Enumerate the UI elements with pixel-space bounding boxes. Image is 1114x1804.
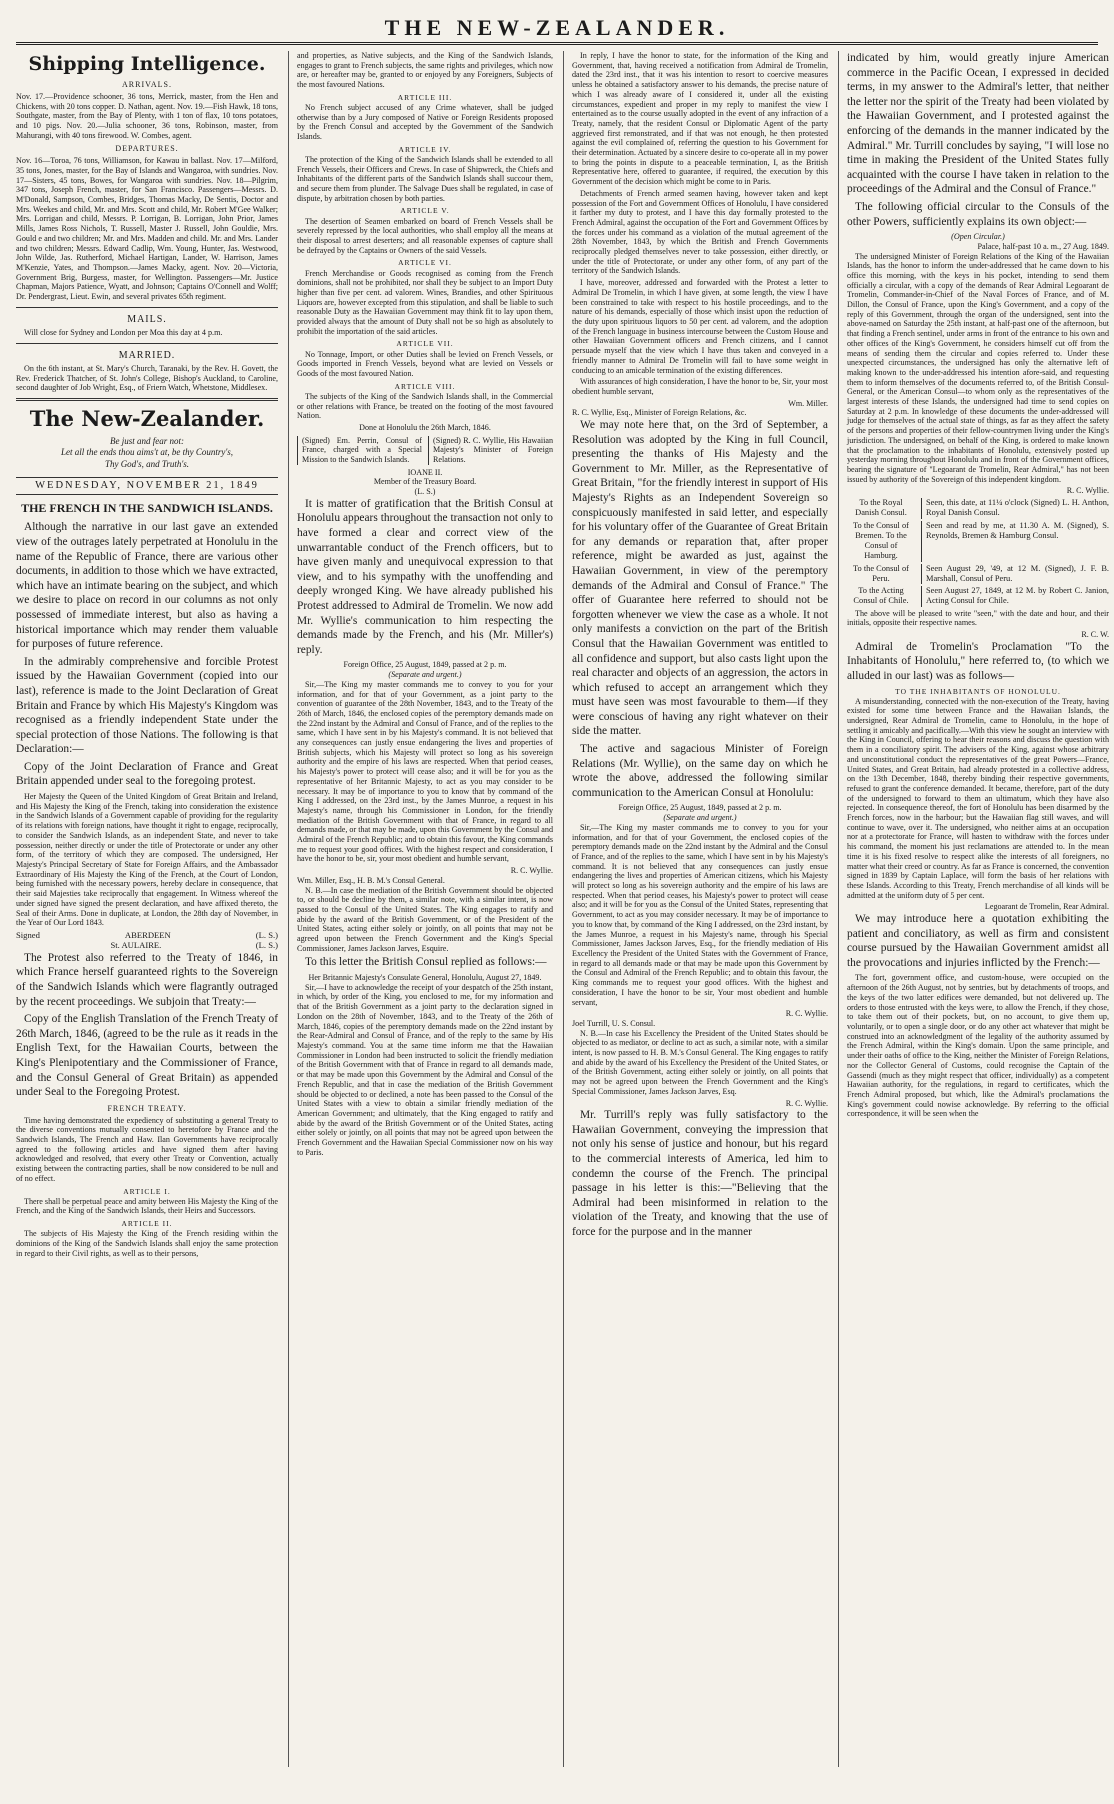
consul-list (847, 498, 1109, 607)
proclamation-signature: Legoarant de Tromelin, Rear Admiral. (984, 902, 1109, 912)
newspaper-page (16, 14, 1109, 1774)
treaty-text: Time having demonstrated the expediency of substituting a general Treaty to the diverse conventions mutually consented to heretofore by France and the Sandwich Islands, The French and Haw. Ilan Governments have reciprocally agreed to the following articles and have signed them after having acknowledged and resolved, that every other Treaty or Convention, actually existing between the contracting parties, shall be now considered to be null and of no effect. (16, 1115, 278, 1183)
article-heading: ARTICLE III. (397, 92, 453, 102)
mails-heading: MAILS. (127, 313, 167, 325)
issue-date: WEDNESDAY, NOVEMBER 21, 1849 (16, 477, 278, 496)
article-text: The protection of the King of the Sandwich Islands shall be extended to all French Vessels, their Officers and Crews. In case of Shipwreck, the Chiefs and Inhabitants of the different parts of the Sandwich Islands shall succour them, and secure them from plunder. The Salvage Dues shall be regulated, in case of dispute, by arbitration chosen by both parties. (297, 154, 553, 203)
letter-text: In reply, I have the honor to state, for the information of the King and Government, that, having received a notification from Admiral de Tromelin, dated the 23rd inst., that it was his intention to resort to coercive measures unless he obtained a satisfactory answer to his demands, the precise nature of which I was already aware of I considered it, under all the existing circumstances, expedient and proper in my reply to manifest the view I entertained as to the course usually adopted in the event of any infraction of a Treaty, namely, that the resident Consul or Diplomatic Agent of the party aggrieved first remonstrated, and if that was not enough, he then protested against the evil complained of, referring the question to his Government for their determination. Actuated by a sincere desire to co-operate all in my power to bring the points in dispute to a peaceable termination, I, as the British Representative here, offered to guarantee, if required, the execution by this Government of the decision which might be come to in Paris. (572, 51, 828, 187)
article-heading: ARTICLE IV. (398, 144, 452, 154)
letter-text: Sir,—The King my master commands me to convey to you for your information, and for that of your Government, the enclosed copies of the peremptory demands made on the 22nd instant by the Admiral and the Consul of France, and of the replies to the same, which I have sent in by his Majesty's command. It is not believed that any consequences can justly ensue endangering the lives and properties of American citizens, which his Majesty will protect so long as his sovereign authority and the empire of his laws are respected. When that period ceases, his Majesty's power to protect will cease also; and it will be for you as the Consul of the United States, representing that Government, to act as you may consider necessary. It may be of importance to you to know that, by command of the King I addressed, on the 23rd instant, by the James Munroe, a request in his Majesty's name, through his Special Commissioner, James Jackson Jarves, Esq., for the friendly mediation of His Excellency the President of the United States with the Government of France, in regard to all demands made or that may be made upon this Government by the Consul and Admiral of the French Republic; and to obtain this favour, the King commands me to request your good offices. With the highest and consideration, I have the honor to be sir, Your most obedient and humble servant, (572, 822, 828, 1007)
proclamation-heading: TO THE INHABITANTS OF HONOLULU. (895, 686, 1061, 696)
signature-perrin: (Signed) Em. Perrin, Consul of France, charged with a Special Mission to the Sandwich Islands. (297, 436, 422, 465)
article-text: No French subject accused of any Crime whatever, shall be judged otherwise than by a Jury composed of Native or Foreign Residents proposed by the French Consul and accepted by the Government of the Sandwich Islands. (297, 102, 553, 142)
signature-wyllie: (Signed) R. C. Wyllie, His Hawaiian Majesty's Minister of Foreign Relations. (428, 436, 553, 465)
article-heading: ARTICLE VIII. (394, 381, 456, 391)
letter-dateline: Her Britannic Majesty's Consulate General, Honolulu, August 27, 1849. (308, 973, 542, 983)
letter-dateline: Foreign Office, 25 August, 1849, passed at 2 p. m. (343, 660, 507, 670)
letter-addressee: Joel Turrill, U. S. Consul. (572, 1018, 656, 1028)
mails-text: Will close for Sydney and London per Moa this day at 4 p.m. (24, 327, 223, 337)
circular-signature: R. C. Wyllie. (1066, 486, 1109, 496)
motto-line-1: Be just and fear not: (110, 435, 184, 446)
quotation-text: The fort, government office, and custom-house, were occupied on the afternoon of the 26th August, not by sentries, but by detachments of troops, and the keys of the two latter edifices were demanded, but not delivered up. The orders to those entrusted with the keys were, to allow the French, if they chose, to take them out of their pockets, but, on no account, to give them up, voluntarily, or to open a single door, or do any other act whatever that might be construed into an acknowledgment of the legality of the authority assumed by the French Admiral, within the King's domain. Upon the same principle, and under their oaths of office to the King, neither the Minister of Foreign Relations, nor the Collector General of Customs, could recognise the Captain of the Gassendi (much as they might respect that officer, individually) as a competent Hawaiian authority, for the regulations, in regard to certificates, which the French Admiral proposed, but which, like the Admiral's proclamations the King's government could nowise acknowledge. By referring to the official correspondence, it will be seen when the (847, 973, 1109, 1119)
article-paragraph: Copy of the Joint Declaration of France and Great Britain appended under seal to the foregoing protest. (16, 760, 278, 788)
treaty-heading: FRENCH TREATY. (107, 1103, 187, 1113)
ioane-title: Member of the Treasury Board. (373, 477, 477, 487)
motto-line-3: Thy God's, and Truth's. (104, 458, 190, 469)
consul-row: To the Consul of Peru. Seen August 29, '49, at 12 M. (Signed), J. F. B. Marshall, Consul of Peru. (853, 563, 1109, 583)
column-3 (563, 51, 828, 1767)
circular-text: The undersigned Minister of Foreign Relations of the King of the Hawaiian Islands, has the honor to inform the under-addressed that he came down to his office this morning, with the keys in his pocket, intending to send them officially a circular, with a copy of the demands of Rear Admiral Legoarant de Tromelin, Commander-in-Chief of the Naval Forces of France, and of M. Dillon, the Consul of France, upon the King's Government, and a copy of the reply of this Government, through the organ of the undersigned, sent into the above-named on Saturday the 25th instant, at half-past one of the afternoon, but that finding a French sentinel, under arms in front of the entrance to his own and other offices of the King's Government, he considers himself cut off from the means of sending them the circular and copies referred to. Under these unexpected circumstances, the undersigned has only the alternative left of making known to the under-addressed his intention afore-said, and requesting them to inform themselves of the documents referred to, of the British Consul-General, or the American Consul—to whom only as the representatives of the largest interests of these Islands, the undersigned had time to send copies on Saturday at 2 p.m. In knowledge of these documents the under-addressed will judge for themselves of the actual state of things, as far as they affect the safety of the persons and properties of their fellow-countrymen living under the King's jurisdiction. The undersigned, on behalf of the King, is ordered to make known that the proclamation to the inhabitants of Honolulu, extensively posted up yesterday morning throughout Honolulu and in front of the Government offices, bearing the signature of "Legoarant de Tromelin, Rear Admiral," has not been issued by authority of the Sovereign of this independent kingdom. (847, 251, 1109, 484)
letter-dateline: Foreign Office, 25 August, 1849, passed at 2 p. m. (618, 803, 782, 813)
column-4 (838, 51, 1109, 1767)
departures-heading: DEPARTURES. (115, 144, 179, 154)
declaration-text: Her Majesty the Queen of the United Kingdom of Great Britain and Ireland, and His Majesty the King of the French, taking into consideration the existence in the Sandwich Islands of a Government capable of providing for the regularity of its relations with foreign nations, have thought it right to engage, reciprocally, to consider the Sandwich Islands, as an independent State, and never to take possession, neither directly or under the title of Protectorate or under any other form, of the territory of which they are composed. The undersigned, Her Majesty's Principal Secretary of State for Foreign Affairs, and the Ambassador Extraordinary of His Majesty the King of the French, at the Court of London, being furnished with the necessary powers, hereby declare in consequence, that their said Majesties take reciprocally that engagement. In Witness whereof the under signed have signed the present declaration, and have affixed thereto, the Seal of their Arms. Done in duplicate, at London, the 28th day of November, in the Year of Our Lord 1843. (16, 792, 278, 928)
columns (16, 51, 1109, 1767)
circular-dateline: Palace, half-past 10 a. m., 27 Aug. 1849. (977, 241, 1109, 251)
article-text: The subjects of His Majesty the King of the French residing within the dominions of the King of the Sandwich Islands shall enjoy the same protection in regard to their Civil rights, as well as to their persons, (16, 1229, 278, 1258)
consul-row: To the Consul of Bremen. To the Consul of Hamburg. Seen and read by me, at 11.30 A. M. (Signed), S. Reynolds, Bremen & Hamburg Consul. (853, 520, 1109, 561)
treaty-done: Done at Honolulu the 26th March, 1846. (359, 422, 491, 432)
article-paragraph: In the admirably comprehensive and forcible Protest issued by the Hawaiian Government (copied into our last), reference is made to the Joint Declaration of Great Britain and France by which His Majesty's Kingdom was recognised as a friendly independent State under the special protection of those Nations. The following is that Declaration:— (16, 655, 278, 756)
signature-row: St. AULAIRE. (L. S.) (110, 940, 278, 951)
article-text: No Tonnage, Import, or other Duties shall be levied on French Vessels, or Goods imported in French Vessels, beyond what are levied on Vessels or Goods of the most favoured Nation. (297, 349, 553, 378)
letter-signature: Wm. Miller. (788, 398, 828, 408)
letter-subtitle: (Separate and urgent.) (663, 813, 737, 823)
letter-note: N. B.—In case his Excellency the President of the United States should be objected to as mediator, or decline to act as such, a similar note, with a similar intent, is now passed to H. B. M.'s Consul General. The King engages to ratify and abide by the award of his Excellency the President of the United States, or of the British Government, acting either solely or jointly, on all points that may not be agreed upon between the French Government and the King's Special Commissioner, James Jackson Jarves, Esq. (572, 1028, 828, 1096)
letter-signature: R. C. Wyllie. (785, 1009, 828, 1019)
letter-text: Detachments of French armed seamen having, however taken and kept possession of the Fort and Government Offices of Honolulu, I have considered it farther my duty to protest, and I have this day formally protested to the French Admiral, against the occupation of the Fort and Government Offices by the forces under his command as a violation of the mutual agreement of the 28th November, 1843, by which the British and French Governments reciprocally pledged themselves never to take possession, either directly, or under the title of Protectorate, or under any other form, of any part of the territory of the Sandwich Islands. (572, 188, 828, 276)
article-heading: ARTICLE VI. (398, 258, 452, 268)
article-heading: ARTICLE VII. (396, 339, 454, 349)
letter-subtitle: (Separate and urgent.) (388, 670, 462, 680)
article-paragraph: Copy of the English Translation of the French Treaty of 26th March, 1846, (agreed to be the rule as it reads in the English Text, for the Hawaiian Courts, between the King's Plenipotentiary and the Commissioner of France, and the Consul General of Great Britain) as appended under Seal to the Foregoing Protest. (16, 1013, 278, 1099)
ioane-signature: IOANE II. (407, 467, 443, 477)
married-heading: MARRIED. (118, 349, 176, 361)
article-paragraph: The following official circular to the Consuls of the other Powers, sufficiently explains its own object:— (847, 200, 1109, 228)
article-text: and properties, as Native subjects, and the King of the Sandwich Islands, engages to grant to French subjects, the same rights and privileges, which now are, or hereafter may be, granted to or enjoyed by any Foreigners, Subjects of the most favoured Nations. (297, 51, 553, 90)
article-text: French Merchandise or Goods recognised as coming from the French dominions, shall not be prohibited, nor shall they be subject to an Import Duty higher than five per cent. ad valorem. Wines, Brandies, and other Spirituous Liquors are, however excepted from this stipulation, and shall be liable to such reasonable Duty as the Hawaiian Government may think fit to lay upon them, provided always that the amount of Duty shall not be so high as absolutely to prohibit the importation of the said articles. (297, 268, 553, 336)
column-2 (288, 51, 553, 1767)
shipping-title: Shipping Intelligence. (28, 53, 266, 75)
paper-title: The New-Zealander. (29, 405, 265, 431)
article-heading: ARTICLE I. (123, 1186, 171, 1196)
letter-text: Sir,—The King my master commands me to convey to you for your information, and for that of your Government, as a joint party to the convention of guarantee of the 28th November, 1843, and to the Treaty of the 26th of March, 1846, the enclosed copies of the peremptory demands made on the 22nd instant by the Admiral and Consul of France, and of the replies to the same, which I have sent in by his Majesty's command. It is not believed that any consequences can justly ensue endangering the lives and properties of British subjects, which his Majesty will protect so long as his sovereign authority and the empire of his laws are respected. When that period ceases, his Majesty's power to protect will cease also; and it will be for you as the representative of her Britannic Majesty, to act as you may consider to be necessary. It may be of importance to you to know that by command of the King I addressed, on the 23rd inst., by the James Munroe, a request in his Majesty's name, through his Commissioner in London, for the friendly mediation of the British Government with that of France, in regard to all demands made, or that may be made, upon this Government by the Consul and Admiral of the French Republic; and to obtain this favour, the King commands me to request your good offices. With the highest respect and consideration, I have the honor to be, sir, your most obedient and humble servant, (297, 679, 553, 864)
article-text: There shall be perpetual peace and amity between His Majesty the King of the French, and the King of the Sandwich Islands, their Heirs and Successors. (16, 1196, 278, 1216)
article-paragraph: Although the narrative in our last gave an extended view of the outrages lately perpetrated at Honolulu in the name of the Republic of France, there are various other documents, in addition to those which we have extracted, which have an intimate bearing on the subject, and which we desire to place on record in our columns as not only possessed of immediate interest, but also as having a historical importance which may render them valuable for purposes of future reference. (16, 521, 278, 651)
circular-label: (Open Circular.) (951, 232, 1005, 242)
motto-line-2: Let all the ends thou aims't at, be thy Country's, (60, 447, 234, 458)
article-paragraph: To this letter the British Consul replied as follows:— (305, 956, 547, 969)
letter-text: Sir,—I have to acknowledge the receipt of your despatch of the 25th instant, in which, by order of the King, you enclosed to me, for my information and that of the British Government as a joint party to the declaration signed in London on the 28th of November, 1843, and to the Treaty of the 26th of March, 1846, copies of the peremptory demands made on the 22nd instant by the Rear-Admiral and Consul of France, and of the reply to the same by His Majesty's command. You at the same time inform me that the Hawaiian Commissioner in London had been instructed to solicit the friendly mediation of the British Government with that of France in regard to all demands made, or that may be made upon this Government by the Admiral and Consul of the French Republic, and that in case the mediation of the British Government should be objected to or declined, a note has been passed to the Consul of the United States with a view to obtain a similar friendly mediation of the American Government; and ultimately, that the King engaged to ratify and abide by the award of the British Government or of the United States, acting either solely or jointly, on all points that may not be agreed upon between the French Government and the Hawaiian Special Commissioner now on his way to Paris. (297, 982, 553, 1157)
article-paragraph: We may introduce here a quotation exhibiting the patient and conciliatory, as well as firm and consistent course pursued by the Hawaiian Government amidst all the provocations and injuries inflicted by the French:— (847, 913, 1109, 969)
married-text: On the 6th instant, at St. Mary's Church, Taranaki, by the Rev. H. Govett, the Rev. Frederick Thatcher, of St. John's College, Bishop's Auckland, to Caroline, second daughter of Job Wright, Esq., of Friern Watch, Whetstone, Middlesex. (16, 363, 278, 393)
article-paragraph: Admiral de Tromelin's Proclamation "To the Inhabitants of Honolulu," here referred to, (to which we alluded in our last) was as follows— (847, 640, 1109, 682)
letter-note: N. B.—In case the mediation of the British Government should be objected to, or should be decline by them, a similar note, with a similar intent, is now passed to the Consul of the United States. The King engages to ratify and abide by the award of the British Government, or of the President of the United States, acting either solely or jointly, on all points that may not be agreed upon between the French Government and the King's Special Commissioner, James Jackson Jarves, Esquire. (297, 885, 553, 953)
letter-signature: R. C. Wyllie. (510, 866, 553, 876)
letter-addressee: Wm. Miller, Esq., H. B. M.'s Consul General. (297, 875, 445, 885)
article-paragraph: The Protest also referred to the Treaty of 1846, in which France herself guaranteed rights to the Sovereign of the Sandwich Islands which were flagrantly outraged by the recent proceedings. We subjoin that Treaty:— (16, 951, 278, 1008)
arrivals-text: Nov. 17.—Providence schooner, 36 tons, Merrick, master, from the Hen and Chickens, with 20 tons copper. D. Nathan, agent. Nov. 19.—Fish Hawk, 18 tons, Southgate, master, from the Bay of Plenty, with 1 ton of flax, 10 tons potatoes, and 10 pigs. Nov. 20.—Julia schooner, 36 tons, Robinson, master, from Mahurangi, with 40 tons firewood. W. Combes, agent. (16, 91, 278, 140)
consul-row: To the Acting Consul of Chile. Seen August 27, 1849, at 12 M. by Robert C. Janion, Acting Consul for Chile. (853, 586, 1109, 606)
column-1 (16, 51, 278, 1767)
letter-addressee: R. C. Wyllie, Esq., Minister of Foreign Relations, &c. (572, 408, 747, 418)
divider (16, 307, 278, 308)
letter-text: I have, moreover, addressed and forwarded with the Protest a letter to Admiral De Tromelin, in which I have given, at some length, the view I have been constrained to take with respect to his hostile proceedings, and to the nature of his demands, especially of those which insist upon the reduction of the duty upon spirituous liquors to 50 per cent. ad valorem, and the adoption of the French language in business intercourse between the Custom House and other Hawaiian Government officers and French citizens, and I cannot persuade myself that the view which I have thus taken and conveyed in a friendly manner to Admiral De Tromelin will fail to have some weight in conducing to an amicable termination of the existing differences. (572, 278, 828, 375)
letter-signature: R. C. Wyllie. (785, 1098, 828, 1108)
departures-text: Nov. 16—Toroa, 76 tons, Williamson, for Kawau in ballast. Nov. 17—Milford, 35 tons, Jones, master, for the Bay of Islands and Wangaroa, with sundries. Nov. 17—Sisters, 45 tons, Bowes, for Wangaroa with sundries. Nov. 18—Pilgrim, 347 tons, Joseph French, master, for San Francisco. Passengers—Messrs. D. M'Donald, Sampson, Combes, Bridges, Thomas Macky, De Sentis, Doctor and Mrs. Weekes and child, Mr. and Mrs. Scott and child, Mr. Robert M'Gee Walker; Mrs. Lorrigan and child, Messrs. P. Lorrigan, B. Lorrigan, John Prior, James Mills, James Ross Nichols, T. Russell, Master J. Russell, John Gouldie, Mrs. Gould e and two children; Mr. and Mrs. Madden and child. Mr. and Mrs. Lander and two children; Messrs. Edward Cadlip, Wm. Young, Hunter, Jas. Westwood, John Wilde, Jas. Rutherford, Michael Hartigan, Lander, W. Harrison, James M'Kenzie, Yates, and Thompson.—James Macky, agent. Nov. 20—Victoria, Government Brig, Burgess, master, for Wellington. Passengers—Mr. Justice Chapman, Majors Patience, Wyatt, and Johnson; Captains O'Connell and Wolff; Dr. Pendergrast, Lieut. Ewin, and several privates 65th regiment. (16, 156, 278, 302)
article-heading: ARTICLE V. (400, 206, 450, 216)
seal: (L. S.) (414, 487, 436, 497)
article-paragraph: We may note here that, on the 3rd of September, a Resolution was adopted by the King in full Council, presenting the thanks of His Majesty and the Government to Mr. Miller, as the Representative of Great Britain, "for the friendly interest in support of His Majesty's Rights as an Independent Sovereign so conspicuously manifested in said letter, and especially for his voluntary offer of the Guarantee of Great Britain for any demands or reparation that, after proper reference, might be awarded as just, against the Hawaiian Government, in view of the peremptory demands of the Admiral and Consul of France." The offer of Guarantee here referred to should not be forgotten whenever we view the case as a whole. It not only manifests a conviction on the part of the British Consul that the Hawaiian Government was entitled to all confidence and support, but also casts light upon the real character and objects of an aggression, the actors in which refused to accept an arrangement which they must have seen was most favourable to them—if they were conscious of having any right whatever on their side the matter. (572, 419, 828, 738)
signature-row: Signed ABERDEEN (L. S.) (16, 929, 278, 940)
proclamation-text: A misunderstanding, connected with the non-execution of the Treaty, having existed for some time between France and the Hawaiian Islands, the undersigned, Rear Admiral de Tromelin, came to Honolulu, in the hope of settling it amicably and pacifically.—With this view he sought an interview with the King in Council, offering to hear their reasons and discuss the question with them in a conciliatory spirit. The advisers of the King, against whose arbitrary and unconstitutional conduct the representatives of the great Powers—France, United States, and Great Britain, had already protested in a collective address, on the 13th December, 1848, thereby binding their respective governments, refused to grant the conference demanded. It became, therefore, part of the duty of the undersigned to forward to them an ultimatum, which they have also rejected. In consequence thereof, the fort of Honolulu has been disarmed by the French forces, now in the harbour; but the Hawaiian flag still waves, and will continue to wave, over it. The undersigned, who neither aims at an occupation nor at a protectorate for France, will hasten to withdraw with the forces under his command, the moment his just reclamations are attended to. In the mean time it is his fixed resolve to respect alike the interests of all foreigners, no matter what their creed or country. As far as France is concerned, the convention signed in 1839 by Captain Laplace, will form the basis of her relations with these Islands. According to this Treaty, French merchandise of all kinds will be admitted at the uniform duty of 5 per cent. (847, 696, 1109, 900)
divider (16, 398, 278, 401)
article-paragraph: The active and sagacious Minister of Foreign Relations (Mr. Wyllie), on the same day on which he wrote the above, addressed the following similar communication to the American Consul at Honolulu: (572, 743, 828, 799)
circular-note: The above will be pleased to write "seen," with the date and hour, and their initials, opposite their respective names. (847, 608, 1109, 628)
letter-text: With assurances of high consideration, I have the honor to be, Sir, your most obedient humble servant, (572, 377, 828, 396)
arrivals-heading: ARRIVALS. (122, 80, 172, 90)
article-paragraph: Mr. Turrill's reply was fully satisfactory to the Hawaiian Government, conveying the impression that not only his sense of justice and honour, but his regard to the commercial interests of America, led him to condemn the course of the French. The principal passage in his letter is this:—"Believing that the Admiral had been misinformed in relation to the violation of the Treaty, and knowing that the use of force for the purpose and in the manner (572, 1109, 828, 1238)
initials: R. C. W. (1081, 630, 1109, 640)
article-paragraph: indicated by him, would greatly injure American commerce in the Pacific Ocean, I expressed in decided terms, in my answer to the Admiral's letter, that neither the letter nor the spirit of the Treaty had been violated by the Hawaiian Government, and I protested against the enforcing of the demands in the manner indicated by the Admiral." Mr. Turrill concludes by saying, "I will lose no time in making the President of the United States fully acquainted with the course I have taken in relation to the proceedings of the Admiral and the Consul of France." (847, 52, 1109, 196)
divider (16, 343, 278, 344)
masthead: THE NEW-ZEALANDER. (16, 14, 1098, 45)
article-heading: ARTICLE II. (121, 1219, 173, 1229)
article-text: The subjects of the King of the Sandwich Islands shall, in the Commercial or other relations with France, be treated on the footing of the most favoured Nation. (297, 391, 553, 421)
consul-row: To the Royal Danish Consul. Seen, this date, at 11¼ o'clock (Signed) L. H. Anthon, Royal Danish Consul. (855, 498, 1109, 518)
article-text: The desertion of Seamen embarked on board of French Vessels shall be severely repressed by the local authorities, who shall employ all the means at their disposal to arrest deserters; and all reasonable expenses of capture shall be defrayed by the Captains or Owners of the said Vessels. (297, 216, 553, 255)
treaty-signatures (297, 436, 553, 465)
article-title: THE FRENCH IN THE SANDWICH ISLANDS. (21, 501, 273, 516)
article-paragraph: It is matter of gratification that the British Consul at Honolulu appears throughout the transaction not only to have formed a clear and correct view of the unwarrantable conduct of the French officers, but to have given manly and unequivocal expression to that view, and to his sympathy with the unoffending and deeply wronged King. We have already published his Protest addressed to Admiral de Tromelin. We now add Mr. Wyllie's communication to him respecting the demands made by the French, and his (Mr. Miller's) reply. (297, 497, 553, 656)
